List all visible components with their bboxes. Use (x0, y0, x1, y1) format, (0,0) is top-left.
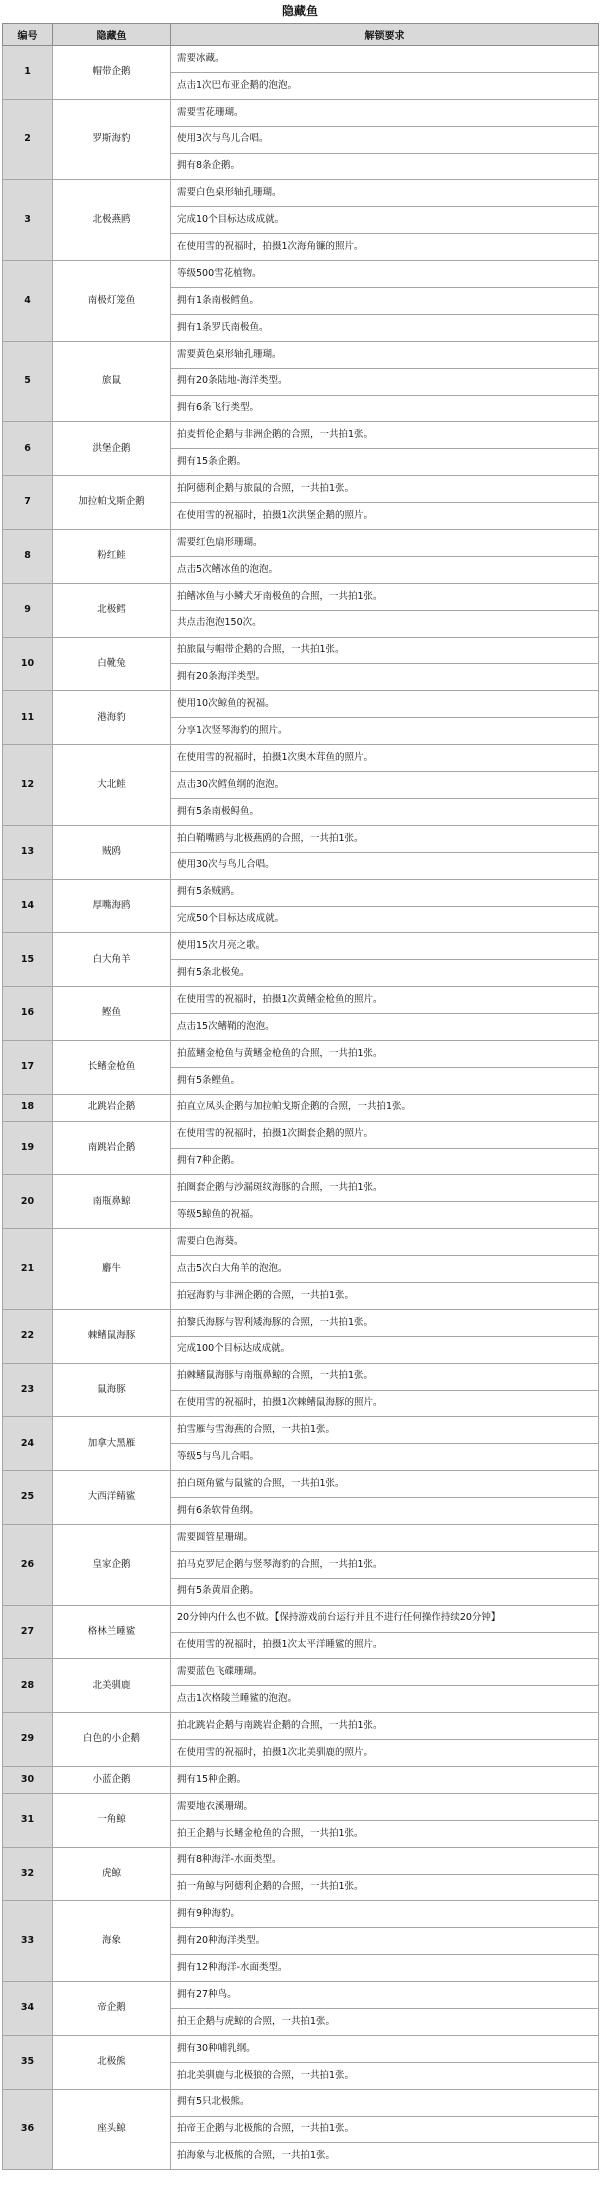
row-number: 27 (3, 1605, 53, 1659)
table-row (3, 637, 599, 664)
table-row (3, 99, 599, 126)
row-number: 18 (3, 1094, 53, 1121)
row-number: 10 (3, 637, 53, 691)
unlock-requirement: 拍北跳岩企鹅与南跳岩企鹅的合照，一共拍1张。 (171, 1713, 599, 1740)
table-row (3, 530, 599, 557)
fish-name: 格林兰睡鲨 (53, 1605, 171, 1659)
unlock-requirement: 完成100个目标达成成就。 (171, 1336, 599, 1363)
fish-name: 白色的小企鹅 (53, 1713, 171, 1767)
unlock-requirement: 需要冰藏。 (171, 46, 599, 73)
table-row (3, 476, 599, 503)
header-requirements: 解锁要求 (171, 24, 599, 46)
table-row (3, 825, 599, 852)
fish-name: 加拉帕戈斯企鹅 (53, 476, 171, 530)
unlock-requirement: 拍圈套企鹅与沙漏斑纹海豚的合照，一共拍1张。 (171, 1175, 599, 1202)
unlock-requirement: 拥有20条陆地-海洋类型。 (171, 368, 599, 395)
fish-name: 南极灯笼鱼 (53, 261, 171, 342)
fish-name: 北极熊 (53, 2035, 171, 2089)
table-header-row (3, 24, 599, 46)
page-title: 隐藏鱼 (281, 4, 318, 18)
fish-name: 大北鲑 (53, 745, 171, 826)
unlock-requirement: 需要圆管星珊瑚。 (171, 1524, 599, 1551)
row-number: 31 (3, 1793, 53, 1847)
unlock-requirement: 拍旅鼠与帽带企鹅的合照，一共拍1张。 (171, 637, 599, 664)
table-row (3, 691, 599, 718)
unlock-requirement: 拥有20条海洋类型。 (171, 664, 599, 691)
unlock-requirement: 点击1次格陵兰睡鲨的泡泡。 (171, 1686, 599, 1713)
unlock-requirement: 等级500雪花植物。 (171, 261, 599, 288)
row-number: 24 (3, 1417, 53, 1471)
fish-name: 帽带企鹅 (53, 46, 171, 100)
table-row (3, 1605, 599, 1632)
table-row (3, 1901, 599, 1928)
fish-name: 一角鲸 (53, 1793, 171, 1847)
unlock-requirement: 拥有5条鲣鱼。 (171, 1067, 599, 1094)
unlock-requirement: 点击5次白大角羊的泡泡。 (171, 1256, 599, 1283)
fish-name: 贼鸥 (53, 825, 171, 879)
unlock-requirement: 需要黄色桌形轴孔珊瑚。 (171, 341, 599, 368)
row-number: 29 (3, 1713, 53, 1767)
unlock-requirement: 拥有20种海洋类型。 (171, 1928, 599, 1955)
unlock-requirement: 拥有30种哺乳纲。 (171, 2035, 599, 2062)
unlock-requirement: 点击1次巴布亚企鹅的泡泡。 (171, 72, 599, 99)
unlock-requirement: 在使用雪的祝福时，拍摄1次黄鳍金枪鱼的照片。 (171, 987, 599, 1014)
fish-name: 白大角羊 (53, 933, 171, 987)
unlock-requirement: 在使用雪的祝福时，拍摄1次棘鳍鼠海豚的照片。 (171, 1390, 599, 1417)
unlock-requirement: 拍王企鹅与虎鲸的合照，一共拍1张。 (171, 2009, 599, 2036)
unlock-requirement: 拍王企鹅与长鳍金枪鱼的合照，一共拍1张。 (171, 1820, 599, 1847)
row-number: 16 (3, 987, 53, 1041)
fish-name: 长鳍金枪鱼 (53, 1040, 171, 1094)
row-number: 26 (3, 1524, 53, 1605)
table-row (3, 46, 599, 73)
row-number: 13 (3, 825, 53, 879)
row-number: 6 (3, 422, 53, 476)
row-number: 14 (3, 879, 53, 933)
table-body (3, 46, 599, 2170)
row-number: 9 (3, 583, 53, 637)
unlock-requirement: 分享1次竖琴海豹的照片。 (171, 718, 599, 745)
row-number: 30 (3, 1767, 53, 1794)
table-row (3, 1847, 599, 1874)
unlock-requirement: 拥有5条南极鲟鱼。 (171, 798, 599, 825)
fish-name: 帝企鹅 (53, 1982, 171, 2036)
unlock-requirement: 完成10个目标达成成就。 (171, 207, 599, 234)
unlock-requirement: 拍冠海豹与非洲企鹅的合照，一共拍1张。 (171, 1282, 599, 1309)
row-number: 2 (3, 99, 53, 180)
unlock-requirement: 点击15次鳍鞘的泡泡。 (171, 1014, 599, 1041)
unlock-requirement: 拥有9种海豹。 (171, 1901, 599, 1928)
fish-name: 南跳岩企鹅 (53, 1121, 171, 1175)
table-row (3, 1524, 599, 1551)
unlock-requirement: 需要雪花珊瑚。 (171, 99, 599, 126)
unlock-requirement: 需要地衣溪珊瑚。 (171, 1793, 599, 1820)
unlock-requirement: 拍蓝鳍金枪鱼与黄鳍金枪鱼的合照，一共拍1张。 (171, 1040, 599, 1067)
fish-name: 南瓶鼻鲸 (53, 1175, 171, 1229)
unlock-requirement: 拥有5条黄眉企鹅。 (171, 1578, 599, 1605)
unlock-requirement: 拍直立凤头企鹅与加拉帕戈斯企鹅的合照，一共拍1张。 (171, 1094, 599, 1121)
unlock-requirement: 需要白色海葵。 (171, 1229, 599, 1256)
unlock-requirement: 拥有6条飞行类型。 (171, 395, 599, 422)
unlock-requirement: 拥有1条罗氏南极鱼。 (171, 314, 599, 341)
unlock-requirement: 使用10次鲸鱼的祝福。 (171, 691, 599, 718)
unlock-requirement: 拍马克罗尼企鹅与竖琴海豹的合照，一共拍1张。 (171, 1551, 599, 1578)
row-number: 3 (3, 180, 53, 261)
fish-name: 港海豹 (53, 691, 171, 745)
table-row (3, 1713, 599, 1740)
unlock-requirement: 拥有6条软骨鱼纲。 (171, 1498, 599, 1525)
fish-name: 北跳岩企鹅 (53, 1094, 171, 1121)
table-row (3, 1094, 599, 1121)
unlock-requirement: 拥有8条企鹅。 (171, 153, 599, 180)
fish-name: 皇家企鹅 (53, 1524, 171, 1605)
unlock-requirement: 拥有27种鸟。 (171, 1982, 599, 2009)
unlock-requirement: 拥有1条南极鳕鱼。 (171, 288, 599, 315)
table-row (3, 2089, 599, 2116)
row-number: 11 (3, 691, 53, 745)
row-number: 36 (3, 2089, 53, 2170)
row-number: 33 (3, 1901, 53, 1982)
table-row (3, 341, 599, 368)
fish-name: 北极鳕 (53, 583, 171, 637)
unlock-requirement: 拍棘鳍鼠海豚与南瓶鼻鲸的合照，一共拍1张。 (171, 1363, 599, 1390)
unlock-requirement: 在使用雪的祝福时，拍摄1次北美驯鹿的照片。 (171, 1740, 599, 1767)
unlock-requirement: 拥有15条企鹅。 (171, 449, 599, 476)
row-number: 21 (3, 1229, 53, 1310)
row-number: 15 (3, 933, 53, 987)
row-number: 12 (3, 745, 53, 826)
unlock-requirement: 20分钟内什么也不做。【保持游戏前台运行并且不进行任何操作持续20分钟】 (171, 1605, 599, 1632)
unlock-requirement: 拥有12种海洋-水面类型。 (171, 1955, 599, 1982)
row-number: 22 (3, 1309, 53, 1363)
unlock-requirement: 需要红色扇形珊瑚。 (171, 530, 599, 557)
fish-name: 粉红鲑 (53, 530, 171, 584)
unlock-requirement: 完成50个目标达成成就。 (171, 906, 599, 933)
row-number: 35 (3, 2035, 53, 2089)
fish-name: 虎鲸 (53, 1847, 171, 1901)
fish-name: 白靴兔 (53, 637, 171, 691)
unlock-requirement: 需要蓝色飞碟珊瑚。 (171, 1659, 599, 1686)
table-row (3, 745, 599, 772)
unlock-requirement: 共点击泡泡150次。 (171, 610, 599, 637)
table-row (3, 1793, 599, 1820)
unlock-requirement: 拍白鞘嘴鸥与北极燕鸥的合照，一共拍1张。 (171, 825, 599, 852)
fish-name: 罗斯海豹 (53, 99, 171, 180)
table-row (3, 2035, 599, 2062)
fish-name: 旅鼠 (53, 341, 171, 422)
table-row (3, 1363, 599, 1390)
fish-name: 鼠海豚 (53, 1363, 171, 1417)
fish-name: 洪堡企鹅 (53, 422, 171, 476)
row-number: 23 (3, 1363, 53, 1417)
table-row (3, 879, 599, 906)
fish-name: 鲣鱼 (53, 987, 171, 1041)
unlock-requirement: 使用15次月亮之歌。 (171, 933, 599, 960)
table-row (3, 933, 599, 960)
row-number: 5 (3, 341, 53, 422)
row-number: 28 (3, 1659, 53, 1713)
fish-name: 麝牛 (53, 1229, 171, 1310)
table-row (3, 1040, 599, 1067)
fish-name: 海象 (53, 1901, 171, 1982)
fish-name: 小蓝企鹅 (53, 1767, 171, 1794)
table-row (3, 1229, 599, 1256)
unlock-requirement: 拍黎氏海豚与智利矮海豚的合照，一共拍1张。 (171, 1309, 599, 1336)
table-row (3, 1175, 599, 1202)
unlock-requirement: 需要白色桌形轴孔珊瑚。 (171, 180, 599, 207)
unlock-requirement: 点击30次鳕鱼纲的泡泡。 (171, 772, 599, 799)
row-number: 8 (3, 530, 53, 584)
fish-name: 座头鲸 (53, 2089, 171, 2170)
unlock-requirement: 在使用雪的祝福时，拍摄1次洪堡企鹅的照片。 (171, 503, 599, 530)
unlock-requirement: 拍一角鲸与阿德利企鹅的合照，一共拍1张。 (171, 1874, 599, 1901)
fish-name: 厚嘴海鸥 (53, 879, 171, 933)
row-number: 19 (3, 1121, 53, 1175)
table-row (3, 261, 599, 288)
unlock-requirement: 拍鳍冰鱼与小鳞犬牙南极鱼的合照，一共拍1张。 (171, 583, 599, 610)
unlock-requirement: 拍海象与北极熊的合照，一共拍1张。 (171, 2143, 599, 2170)
fish-name: 北极燕鸥 (53, 180, 171, 261)
unlock-requirement: 拥有5条贼鸥。 (171, 879, 599, 906)
table-row (3, 1417, 599, 1444)
table-row (3, 1471, 599, 1498)
unlock-requirement: 拍雪雁与雪海燕的合照，一共拍1张。 (171, 1417, 599, 1444)
unlock-requirement: 拍白斑角鲨与鼠鲨的合照，一共拍1张。 (171, 1471, 599, 1498)
unlock-requirement: 拍北美驯鹿与北极狼的合照，一共拍1张。 (171, 2062, 599, 2089)
fish-name: 棘鳍鼠海豚 (53, 1309, 171, 1363)
row-number: 25 (3, 1471, 53, 1525)
fish-name: 北美驯鹿 (53, 1659, 171, 1713)
unlock-requirement: 使用3次与鸟儿合唱。 (171, 126, 599, 153)
row-number: 4 (3, 261, 53, 342)
unlock-requirement: 拍帝王企鹅与北极熊的合照，一共拍1张。 (171, 2116, 599, 2143)
table-row (3, 987, 599, 1014)
unlock-requirement: 在使用雪的祝福时，拍摄1次奥木茸鱼的照片。 (171, 745, 599, 772)
table-row (3, 180, 599, 207)
table-row (3, 583, 599, 610)
row-number: 7 (3, 476, 53, 530)
row-number: 17 (3, 1040, 53, 1094)
table-row (3, 1659, 599, 1686)
unlock-requirement: 拥有5条北极兔。 (171, 960, 599, 987)
fish-name: 大西洋鲭鲨 (53, 1471, 171, 1525)
table-row (3, 1982, 599, 2009)
unlock-requirement: 使用30次与鸟儿合唱。 (171, 852, 599, 879)
row-number: 32 (3, 1847, 53, 1901)
unlock-requirement: 拥有8种海洋-水面类型。 (171, 1847, 599, 1874)
unlock-requirement: 在使用雪的祝福时，拍摄1次海角镰的照片。 (171, 234, 599, 261)
table-row (3, 1121, 599, 1148)
header-name: 隐藏鱼 (53, 24, 171, 46)
unlock-requirement: 点击5次鳍冰鱼的泡泡。 (171, 556, 599, 583)
unlock-requirement: 拍阿德利企鹅与旅鼠的合照，一共拍1张。 (171, 476, 599, 503)
unlock-requirement: 拍麦哲伦企鹅与非洲企鹅的合照，一共拍1张。 (171, 422, 599, 449)
unlock-requirement: 拥有7种企鹅。 (171, 1148, 599, 1175)
unlock-requirement: 等级5鲸鱼的祝福。 (171, 1202, 599, 1229)
unlock-requirement: 在使用雪的祝福时，拍摄1次太平洋睡鲨的照片。 (171, 1632, 599, 1659)
unlock-requirement: 拥有5只北极熊。 (171, 2089, 599, 2116)
table-row (3, 1767, 599, 1794)
fish-name: 加拿大黑雁 (53, 1417, 171, 1471)
unlock-requirement: 拥有15种企鹅。 (171, 1767, 599, 1794)
table-row (3, 422, 599, 449)
header-num: 编号 (3, 24, 53, 46)
row-number: 20 (3, 1175, 53, 1229)
row-number: 34 (3, 1982, 53, 2036)
unlock-requirement: 在使用雪的祝福时，拍摄1次圈套企鹅的照片。 (171, 1121, 599, 1148)
table-row (3, 1309, 599, 1336)
unlock-requirement: 等级5与鸟儿合唱。 (171, 1444, 599, 1471)
hidden-fish-table (2, 23, 599, 2170)
row-number: 1 (3, 46, 53, 100)
